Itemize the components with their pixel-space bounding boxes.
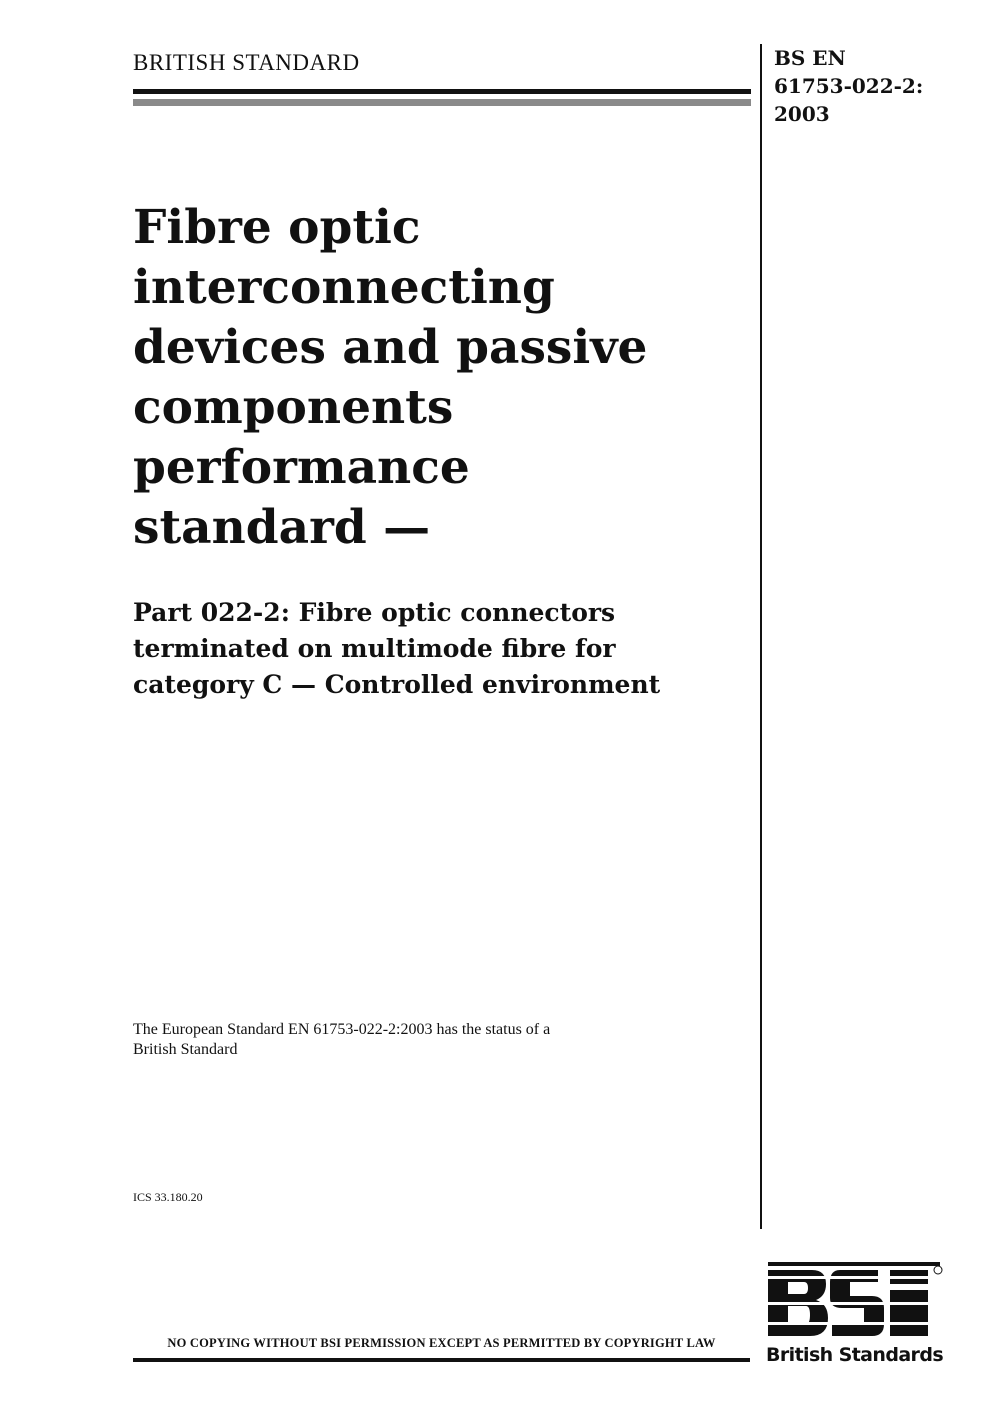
document-subtitle [133,595,753,703]
title-line: devices and passive [133,320,648,375]
standard-number-line: 61753-022-2: [774,74,924,98]
title-line: components [133,380,454,435]
header-rule-dark [133,89,751,94]
subtitle-line: Part 022-2: Fibre optic connectors [133,598,616,627]
footer-rule [133,1358,750,1362]
column-divider [760,44,762,1229]
copyright-notice: NO COPYING WITHOUT BSI PERMISSION EXCEPT AS PERMITTED BY COPYRIGHT LAW [167,1336,716,1350]
subtitle-line: terminated on multimode fibre for [133,634,616,663]
status-note-line: The European Standard EN 61753-022-2:2003 has the status of a [133,1021,551,1038]
status-note-line: British Standard [133,1041,238,1058]
title-line: performance [133,440,470,495]
status-note [133,1020,693,1060]
document-title [133,198,743,558]
title-line: interconnecting [133,260,555,315]
bsi-wordmark: British Standards [766,1344,944,1366]
standard-number-line: BS EN [774,46,846,70]
header-rule-gray [133,99,751,106]
subtitle-line: category C — Controlled environment [133,670,661,699]
title-line: standard — [133,500,431,555]
publication-type-label: BRITISH STANDARD [133,50,360,75]
standard-number [774,44,923,128]
standard-number-line: 2003 [774,102,830,126]
ics-code: ICS 33.180.20 [133,1190,203,1204]
title-line: Fibre optic [133,200,421,255]
